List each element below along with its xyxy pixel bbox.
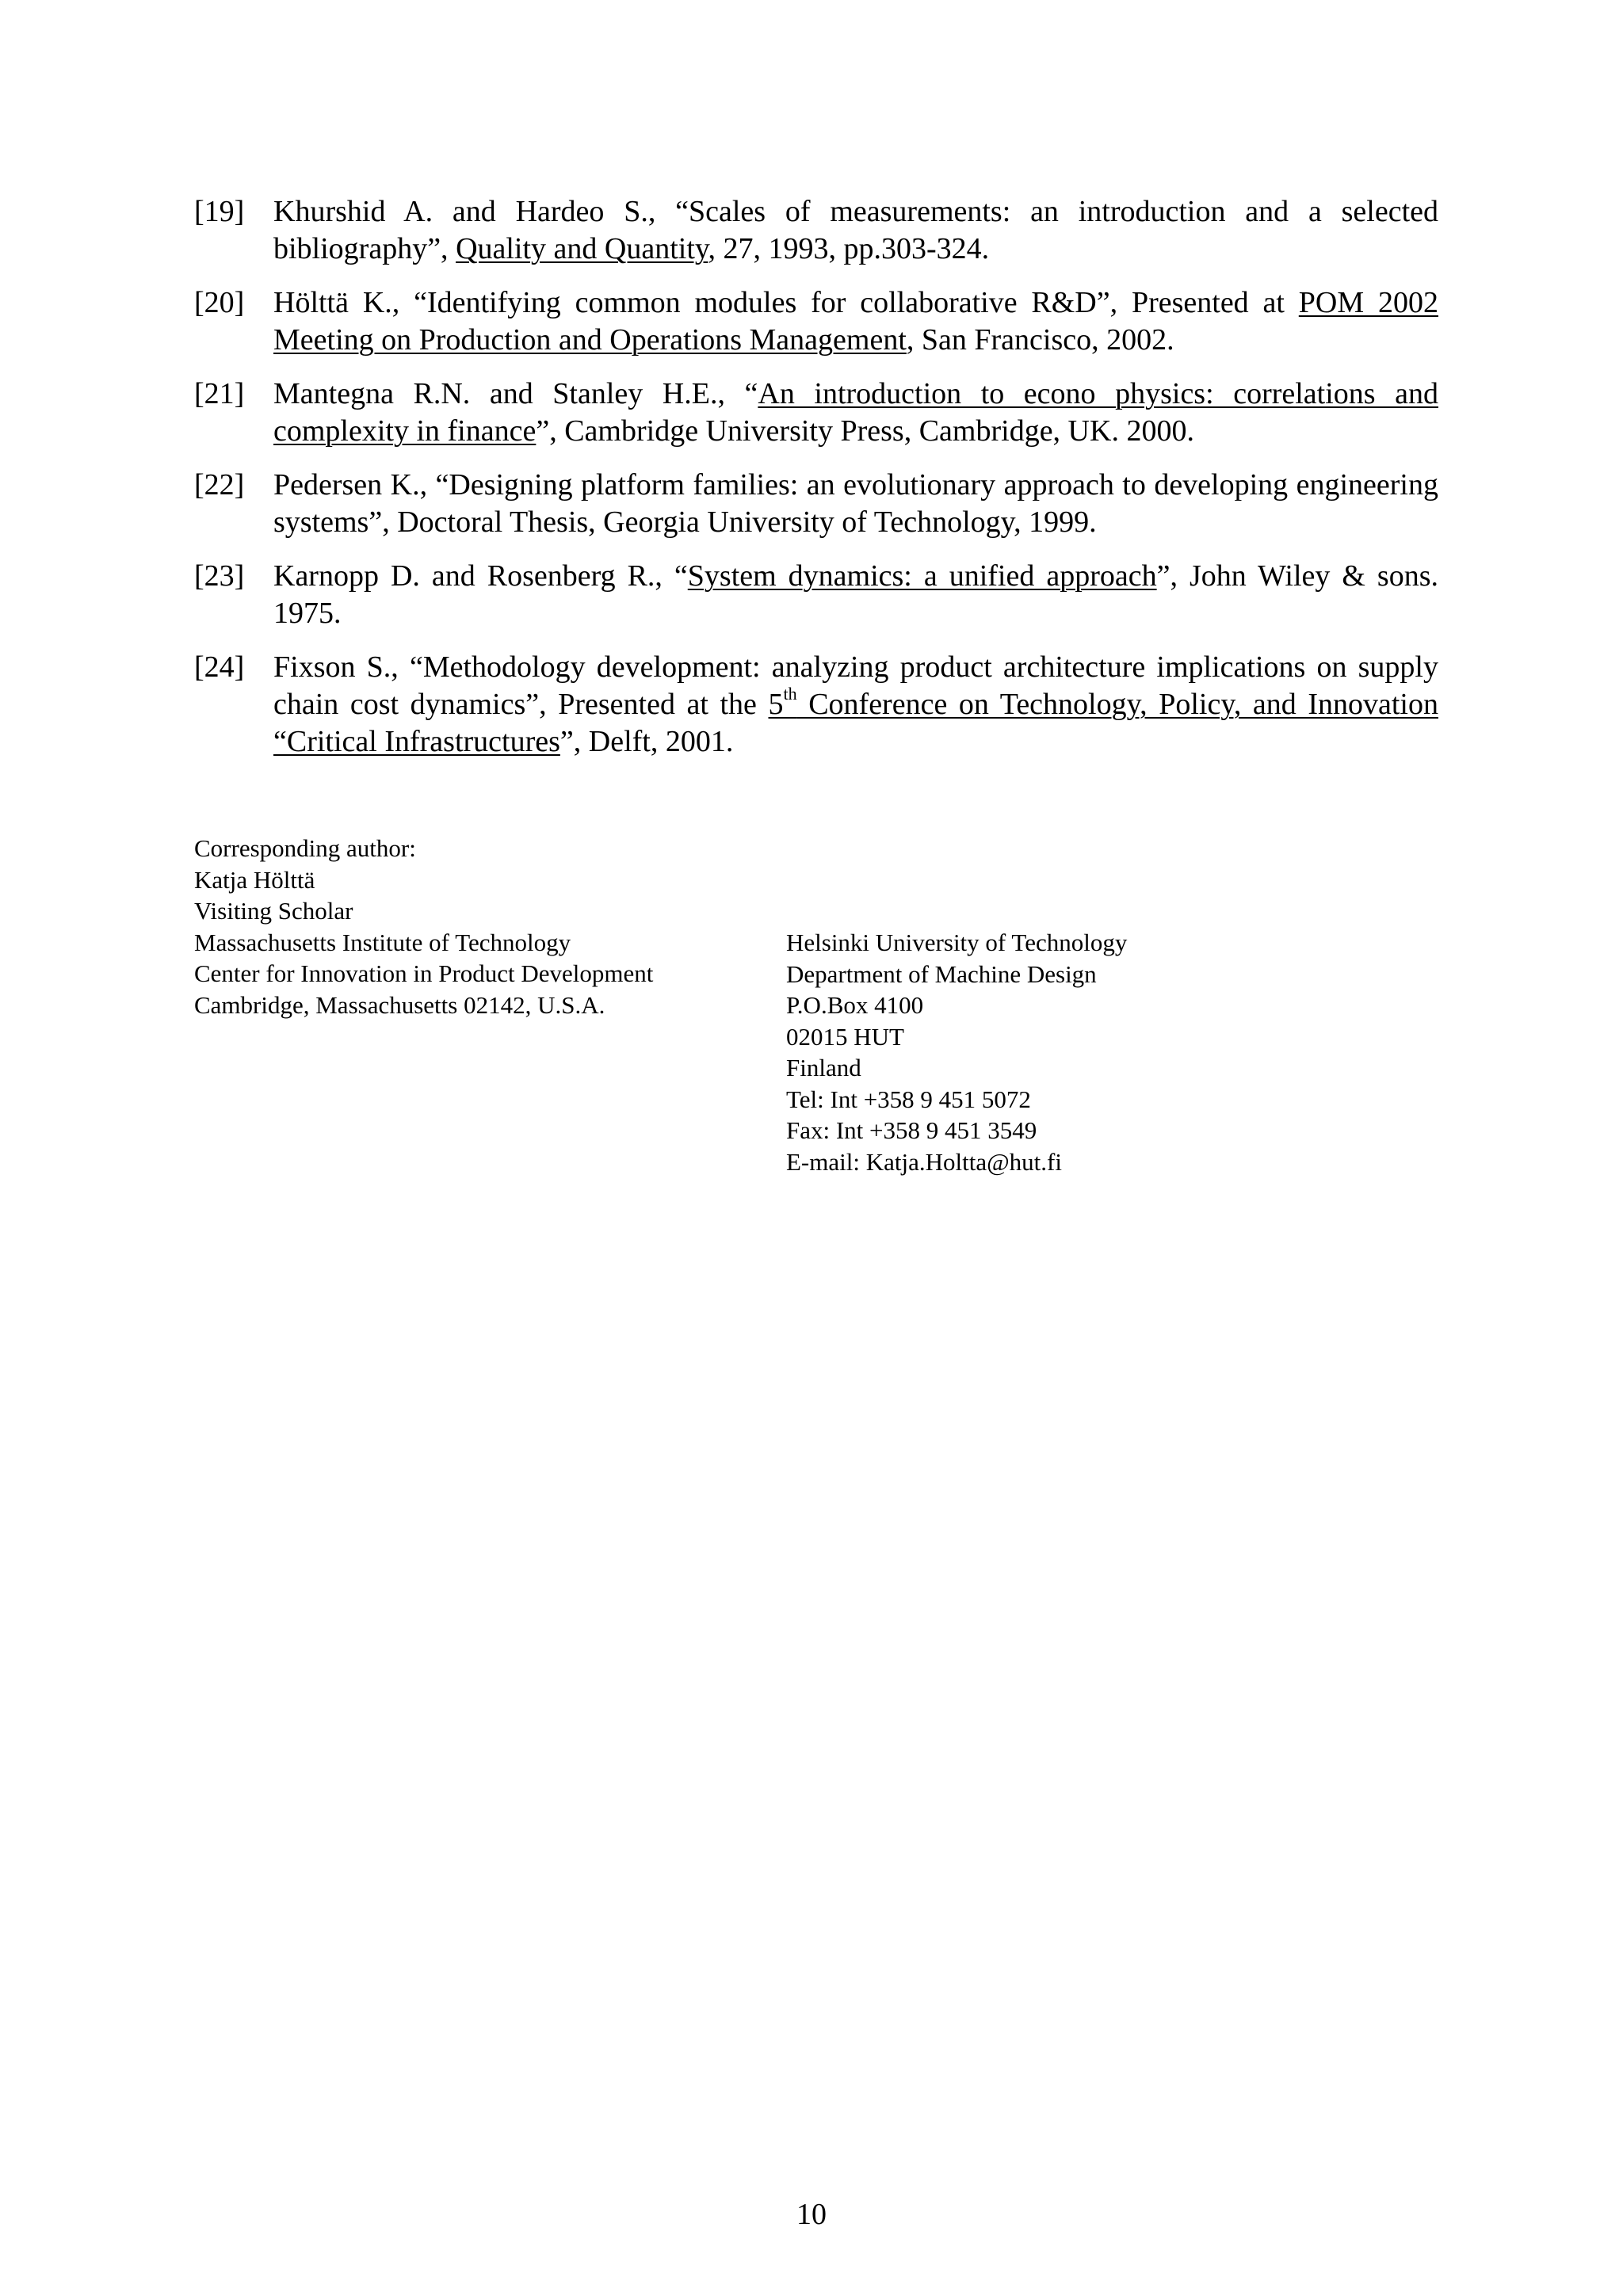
reference-number: [23] [194,559,245,593]
reference-text: Karnopp D. and Rosenberg R., “ [273,559,688,593]
address-line: Massachusetts Institute of Technology [194,928,571,956]
reference-number: [24] [194,650,245,684]
reference-text-tail: ”, John Wiley & sons. 1975. [273,559,1438,630]
reference-19 [194,193,1438,268]
reference-20 [194,284,1438,359]
reference-source-ordinal: 5 [768,688,784,721]
reference-number: [19] [194,195,245,228]
address-line: Helsinki University of Technology [786,929,1128,956]
reference-text: Khurshid A. and Hardeo S., “Scales of measurements: an introduction and a selected bibliography”, [273,195,1438,265]
address-line: Cambridge, Massachusetts 02142, U.S.A. [194,990,605,1019]
reference-number: [22] [194,468,245,502]
fax-line: Fax: Int +358 9 451 3549 [786,1116,1037,1144]
reference-source: Quality and Quantity [456,232,708,265]
reference-22 [194,467,1438,541]
address-line: Center for Innovation in Product Development [194,959,654,987]
corresponding-author-heading: Corresponding author: [194,834,416,862]
reference-source: POM 2002 Meeting on Production and Operations Management [273,286,1438,357]
address-line: Finland [786,1054,861,1081]
reference-text: Fixson S., “Methodology development: analyzing product architecture implications on supply chain cost dynamics”, Presented at the [273,650,1438,721]
reference-text-tail: ”, Cambridge University Press, Cambridge, UK. 2000. [536,414,1194,448]
reference-source: System dynamics: a unified approach [687,559,1157,593]
reference-text: Pedersen K., “Designing platform families: an evolutionary approach to developing engineering systems”, Doctoral Thesis, Georgia University of Technology, 1999. [273,468,1438,539]
author-name: Katja Hölttä [194,865,315,894]
corresponding-author-block [194,833,653,1020]
email-line: E-mail: Katja.Holtta@hut.fi [786,1147,1062,1176]
phone-line: Tel: Int +358 9 451 5072 [786,1085,1031,1113]
page-number: 10 [796,2198,827,2231]
helsinki-address-block [786,927,1127,1177]
reference-list [194,193,1438,777]
reference-source-superscript: th [783,684,797,704]
reference-number: [20] [194,286,245,319]
reference-text-tail: ”, Delft, 2001. [559,725,734,758]
reference-24 [194,649,1438,761]
reference-number: [21] [194,377,245,410]
author-role: Visiting Scholar [194,897,353,925]
reference-21 [194,376,1438,450]
reference-text: Hölttä K., “Identifying common modules for collaborative R&D”, Presented at [273,286,1299,319]
address-line: 02015 HUT [786,1022,904,1051]
reference-text: Mantegna R.N. and Stanley H.E., “ [273,377,758,410]
reference-text-tail: , San Francisco, 2002. [906,323,1174,357]
reference-text-tail: , 27, 1993, pp.303-324. [708,232,990,265]
reference-source: An introduction to econo physics: correlations and complexity in finance [273,377,1438,448]
reference-23 [194,558,1438,632]
reference-source-title: Conference on Technology, Policy, and Innovation “Critical Infrastructures [273,688,1438,758]
address-line: P.O.Box 4100 [786,991,924,1019]
address-line: Department of Machine Design [786,959,1097,988]
